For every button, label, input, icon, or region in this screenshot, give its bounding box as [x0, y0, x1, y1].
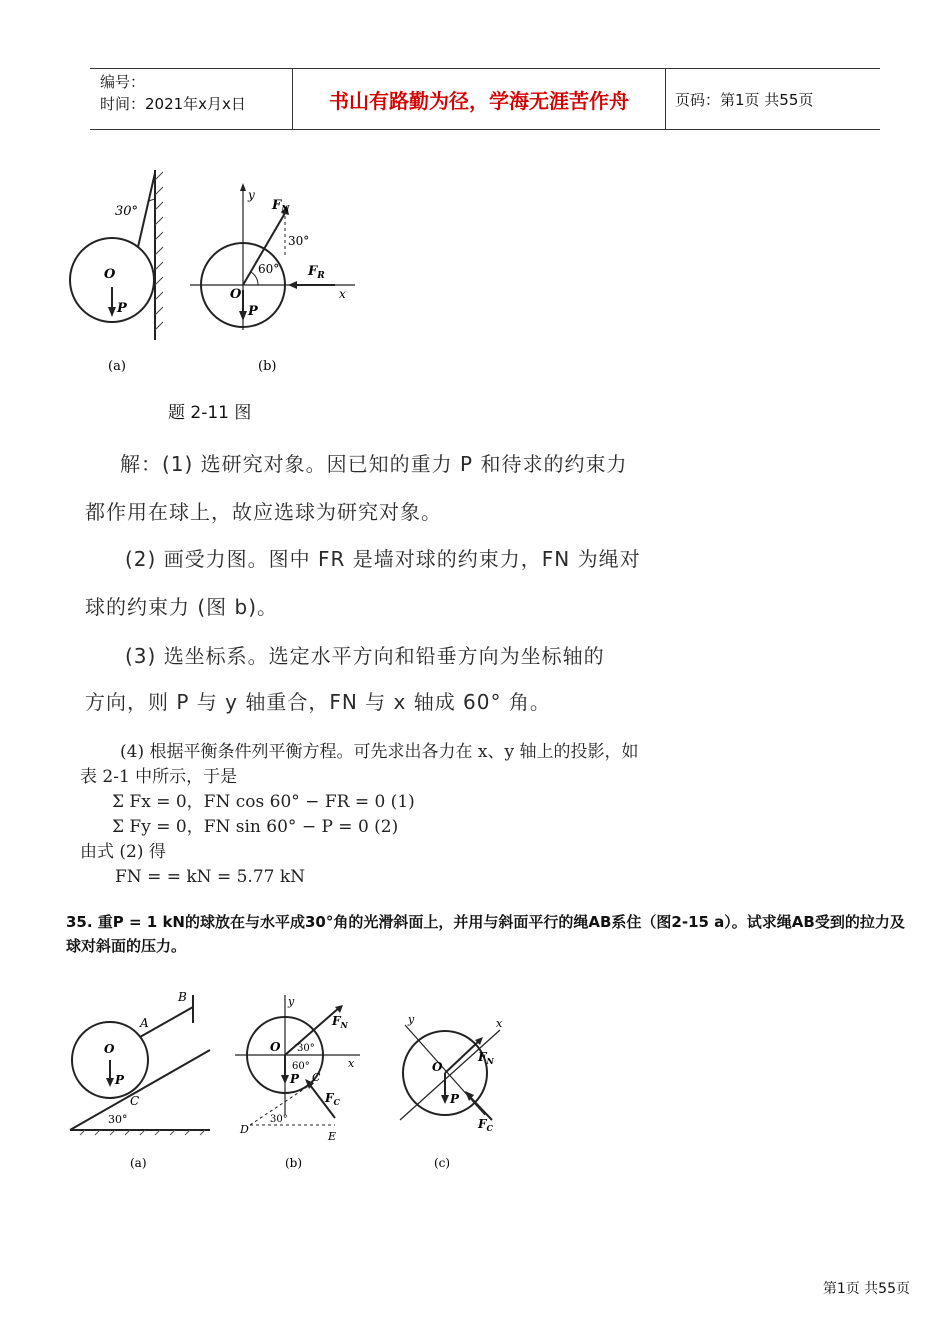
fig2-label-p-a: P — [115, 1073, 125, 1087]
fig1-label-y: y — [248, 188, 255, 202]
fig2-label-d: D — [240, 1123, 249, 1136]
fig2-label-p-c: P — [450, 1092, 460, 1106]
fig2-angle-b30b: 30° — [270, 1114, 288, 1125]
fig2-label-fc-b: $F_C$ — [325, 1091, 340, 1107]
solution-text: 表 2-1 中所示，于是 — [80, 767, 238, 787]
solution-line: 球的约束力 (图 b)。 — [85, 595, 279, 619]
figure-2-11 — [60, 165, 370, 380]
fig2-label-o-b: O — [270, 1040, 281, 1054]
question-35: 35. 重P = 1 kN的球放在与水平成30°角的光滑斜面上，并用与斜面平行的绳AB系住（图2-15 a）。试求绳AB受到的拉力及球对斜面的压力。 — [66, 913, 905, 955]
fig1-label-o-b: O — [230, 287, 242, 302]
number-label: 编号： — [100, 73, 146, 91]
fig2-label-fn-b: $F_N$ — [332, 1014, 348, 1030]
fig1-label-fr: $F_R$ — [308, 264, 325, 281]
fig2-label-e: E — [328, 1130, 337, 1143]
fig2-label-x-c: x — [496, 1017, 503, 1030]
solution-text: 由式 (2) 得 — [80, 842, 166, 862]
fig2-label-y-c: y — [408, 1013, 415, 1026]
time-label: 时间：2021年x月x日 — [100, 95, 246, 113]
figure-caption: 题 2-11 图 — [168, 403, 252, 423]
fig1-angle-b1: 30° — [288, 234, 310, 248]
header-info — [100, 71, 290, 115]
header-motto: 书山有路勤为径，学海无涯苦作舟 — [329, 88, 629, 113]
solution-line: (2) 画受力图。图中 FR 是墙对球的约束力，FN 为绳对 — [125, 547, 641, 571]
figure-2-15 — [60, 985, 520, 1175]
fig2-angle-b30: 30° — [297, 1043, 315, 1054]
fig1-label-p-a: P — [117, 301, 127, 316]
solution-line: (3) 选坐标系。选定水平方向和铅垂方向为坐标轴的 — [125, 644, 605, 668]
fig2-label-fn-c: $F_N$ — [478, 1050, 494, 1066]
fig2-label-y-b: y — [288, 995, 295, 1008]
fig1-label-fn: $F_N$ — [272, 198, 290, 215]
equation-1: Σ Fx = 0，FN cos 60° − FR = 0 (1) — [112, 792, 415, 812]
fig2-label-c-b: C — [312, 1071, 321, 1084]
solution-line: 方向，则 P 与 y 轴重合，FN 与 x 轴成 60° 角。 — [85, 690, 551, 714]
equation-2: Σ Fy = 0，FN sin 60° − P = 0 (2) — [112, 817, 399, 837]
fig1-sub-a: (a) — [108, 359, 126, 374]
fig2-label-x-b: x — [348, 1057, 355, 1070]
fig2-label-o-a: O — [104, 1042, 115, 1056]
fig1-angle-b2: 60° — [258, 262, 280, 276]
solution-line: 解：(1) 选研究对象。因已知的重力 P 和待求的约束力 — [120, 452, 628, 476]
fig1-label-x: x — [339, 287, 346, 301]
fig2-sub-a: (a) — [130, 1156, 147, 1170]
fig2-angle-b60: 60° — [292, 1061, 310, 1072]
header-page-number: 页码：第1页 共55页 — [675, 90, 814, 109]
fig1-label-o-a: O — [104, 267, 116, 282]
header-divider — [665, 69, 666, 129]
page-header — [90, 68, 880, 130]
result-line: FN = = kN = 5.77 kN — [115, 867, 306, 887]
fig2-label-c-a: C — [130, 1094, 140, 1108]
solution-step4: (4) 根据平衡条件列平衡方程。可先求出各力在 x、y 轴上的投影，如 — [120, 742, 639, 762]
page-footer: 第1页 共55页 — [822, 1281, 910, 1297]
fig2-label-b: B — [178, 990, 187, 1004]
fig2-angle-a: 30° — [108, 1113, 128, 1126]
solution-line: 都作用在球上，故应选球为研究对象。 — [85, 500, 442, 524]
fig2-label-p-b: P — [290, 1072, 300, 1086]
fig2-label-fc-c: $F_C$ — [478, 1117, 493, 1133]
fig2-label-a: A — [140, 1016, 149, 1030]
fig2-sub-b: (b) — [285, 1156, 303, 1170]
fig1-angle-a: 30° — [115, 204, 139, 219]
fig2-sub-c: (c) — [434, 1156, 451, 1170]
fig2-label-o-c: O — [432, 1060, 443, 1074]
fig1-label-p-b: P — [248, 304, 258, 319]
fig1-sub-b: (b) — [258, 359, 277, 374]
